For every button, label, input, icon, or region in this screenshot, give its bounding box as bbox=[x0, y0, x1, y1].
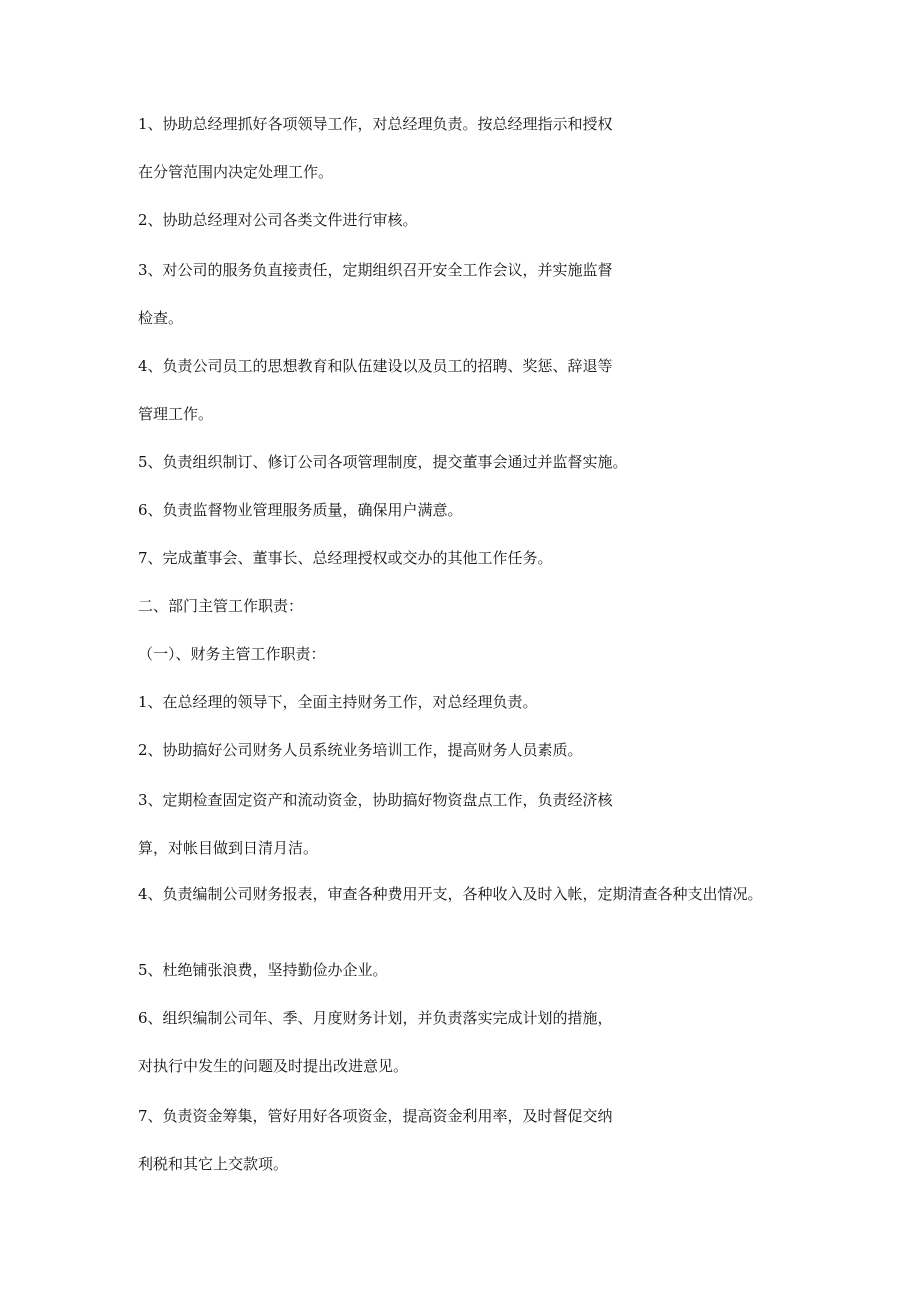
text-line: 7、负责资金筹集，管好用好各项资金，提高资金利用率，及时督促交纳 bbox=[138, 1107, 613, 1125]
text-line: 6、组织编制公司年、季、月度财务计划，并负责落实完成计划的措施， bbox=[138, 1009, 613, 1027]
text-line: 利税和其它上交款项。 bbox=[138, 1155, 289, 1173]
text-line: 2、协助搞好公司财务人员系统业务培训工作，提高财务人员素质。 bbox=[138, 741, 583, 759]
text-line: 7、完成董事会、董事长、总经理授权或交办的其他工作任务。 bbox=[138, 549, 553, 567]
section-heading: 二、部门主管工作职责： bbox=[138, 597, 304, 615]
text-line: 对执行中发生的问题及时提出改进意见。 bbox=[138, 1057, 409, 1075]
text-line: 4、负责公司员工的思想教育和队伍建设以及员工的招聘、奖惩、辞退等 bbox=[138, 357, 613, 375]
text-line: 5、杜绝铺张浪费，坚持勤俭办企业。 bbox=[138, 961, 388, 979]
text-line: 1、协助总经理抓好各项领导工作，对总经理负责。按总经理指示和授权 bbox=[138, 115, 613, 133]
text-line: 算，对帐目做到日清月洁。 bbox=[138, 839, 319, 857]
text-line: 6、负责监督物业管理服务质量，确保用户满意。 bbox=[138, 501, 463, 519]
text-line: 3、定期检查固定资产和流动资金，协助搞好物资盘点工作，负责经济核 bbox=[138, 791, 613, 809]
text-line: 1、在总经理的领导下，全面主持财务工作，对总经理负责。 bbox=[138, 693, 538, 711]
subsection-heading: （一）、财务主管工作职责： bbox=[138, 645, 326, 663]
text-line: 管理工作。 bbox=[138, 405, 214, 423]
text-line: 2、协助总经理对公司各类文件进行审核。 bbox=[138, 211, 418, 229]
text-line: 在分管范围内决定处理工作。 bbox=[138, 163, 334, 181]
text-line: 检查。 bbox=[138, 309, 184, 327]
text-line: 5、负责组织制订、修订公司各项管理制度，提交董事会通过并监督实施。 bbox=[138, 453, 628, 471]
text-line: 4、负责编制公司财务报表，审查各种费用开支，各种收入及时入帐，定期清查各种支出情况。 bbox=[138, 885, 763, 903]
text-line: 3、对公司的服务负直接责任，定期组织召开安全工作会议，并实施监督 bbox=[138, 261, 613, 279]
